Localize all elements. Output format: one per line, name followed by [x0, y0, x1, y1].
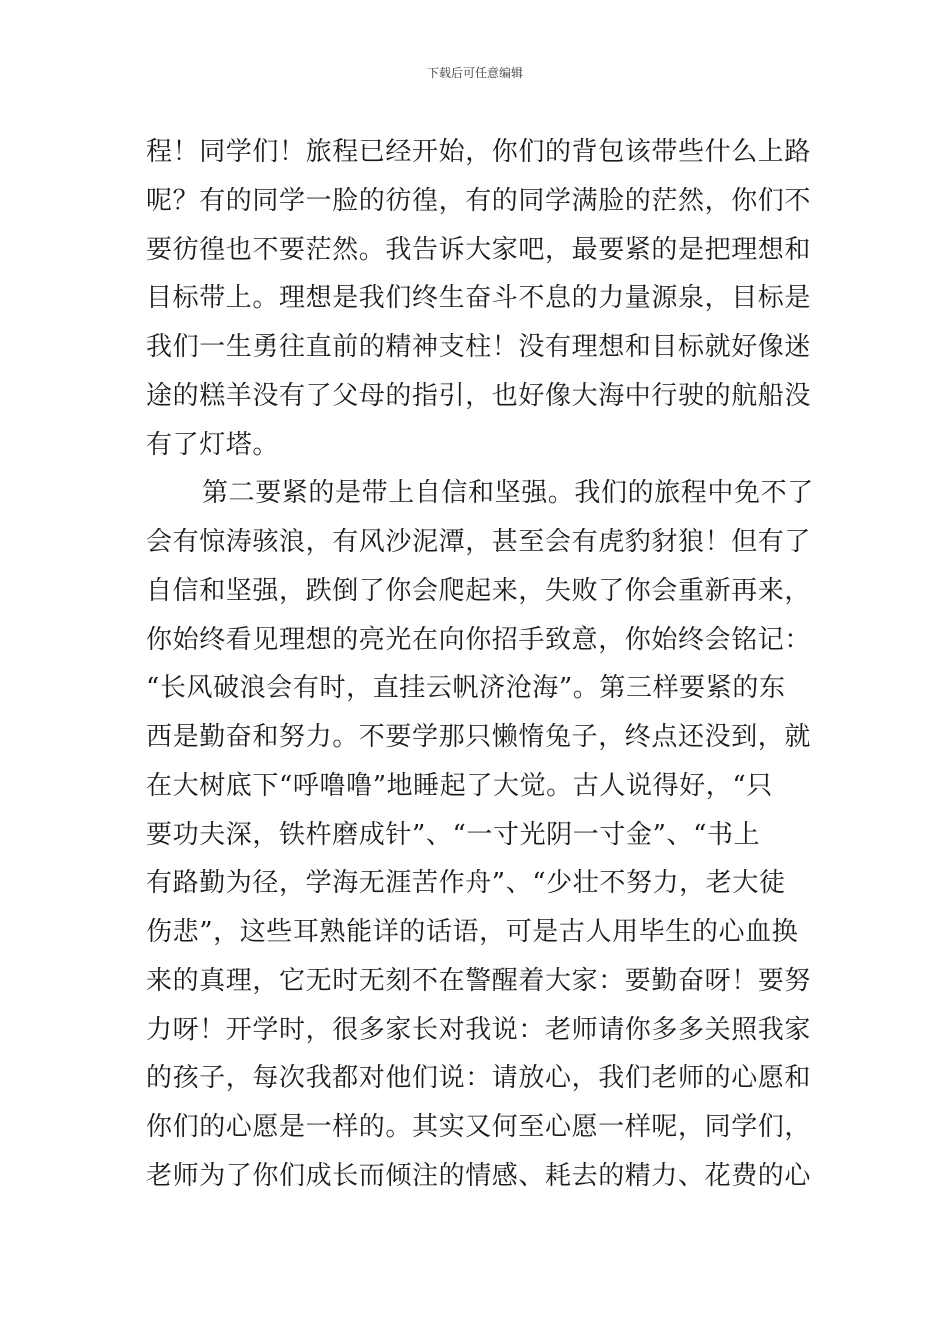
text-line: 要彷徨也不要茫然。我告诉大家吧，最要紧的是把理想和 — [146, 234, 812, 265]
text-line: 力呀！开学时，很多家长对我说：老师请你多多关照我家 — [146, 1014, 812, 1045]
paragraph-1 — [146, 128, 810, 469]
text-line: 途的糕羊没有了父母的指引，也好像大海中行驶的航船没 — [146, 380, 812, 411]
text-line: 老师为了你们成长而倾注的情感、耗去的精力、花费的心 — [146, 1160, 812, 1191]
text-line: 西是勤奋和努力。不要学那只懒惰兔子，终点还没到，就 — [146, 722, 812, 752]
text-line: 伤悲”，这些耳熟能详的话语，可是古人用毕生的心血换 — [146, 917, 799, 947]
text-line: 你们的心愿是一样的。其实又何至心愿一样呢，同学们， — [146, 1112, 812, 1142]
text-line: 我们一生勇往直前的精神支柱！没有理想和目标就好像迷 — [146, 332, 812, 362]
text-line: 会有惊涛骇浪，有风沙泥潭，甚至会有虎豹豺狼！但有了 — [146, 527, 812, 557]
text-line: 程！同学们！旅程已经开始，你们的背包该带些什么上路 — [146, 137, 812, 167]
text-line: 来的真理，它无时无刻不在警醒着大家：要勤奋呀！要努 — [146, 965, 812, 996]
text-line: 要功夫深，铁杵磨成针”、“一寸光阴一寸金”、“书上 — [146, 819, 761, 850]
text-line: 第二要紧的是带上自信和坚强。我们的旅程中免不了 — [202, 478, 814, 509]
text-line: “长风破浪会有时，直挂云帆济沧海”。第三样要紧的东 — [146, 673, 786, 704]
text-line: 目标带上。理想是我们终生奋斗不息的力量源泉，目标是 — [146, 283, 812, 314]
text-line: 你始终看见理想的亮光在向你招手致意，你始终会铭记： — [146, 624, 812, 655]
text-line: 有了灯塔。 — [146, 429, 280, 460]
text-line: 在大树底下“呼噜噜”地睡起了大觉。古人说得好，“只 — [146, 770, 773, 801]
text-line: 有路勤为径，学海无涯苦作舟”、“少壮不努力，老大徒 — [146, 868, 786, 899]
document-body — [146, 128, 814, 1201]
text-line: 呢？有的同学一脸的彷徨，有的同学满脸的茫然，你们不 — [146, 185, 812, 216]
paragraph-2 — [146, 469, 814, 1200]
text-line: 自信和坚强，跌倒了你会爬起来，失败了你会重新再来， — [146, 575, 812, 606]
page-header: 下载后可任意编辑 — [426, 66, 523, 80]
text-line: 的孩子，每次我都对他们说：请放心，我们老师的心愿和 — [146, 1063, 812, 1094]
